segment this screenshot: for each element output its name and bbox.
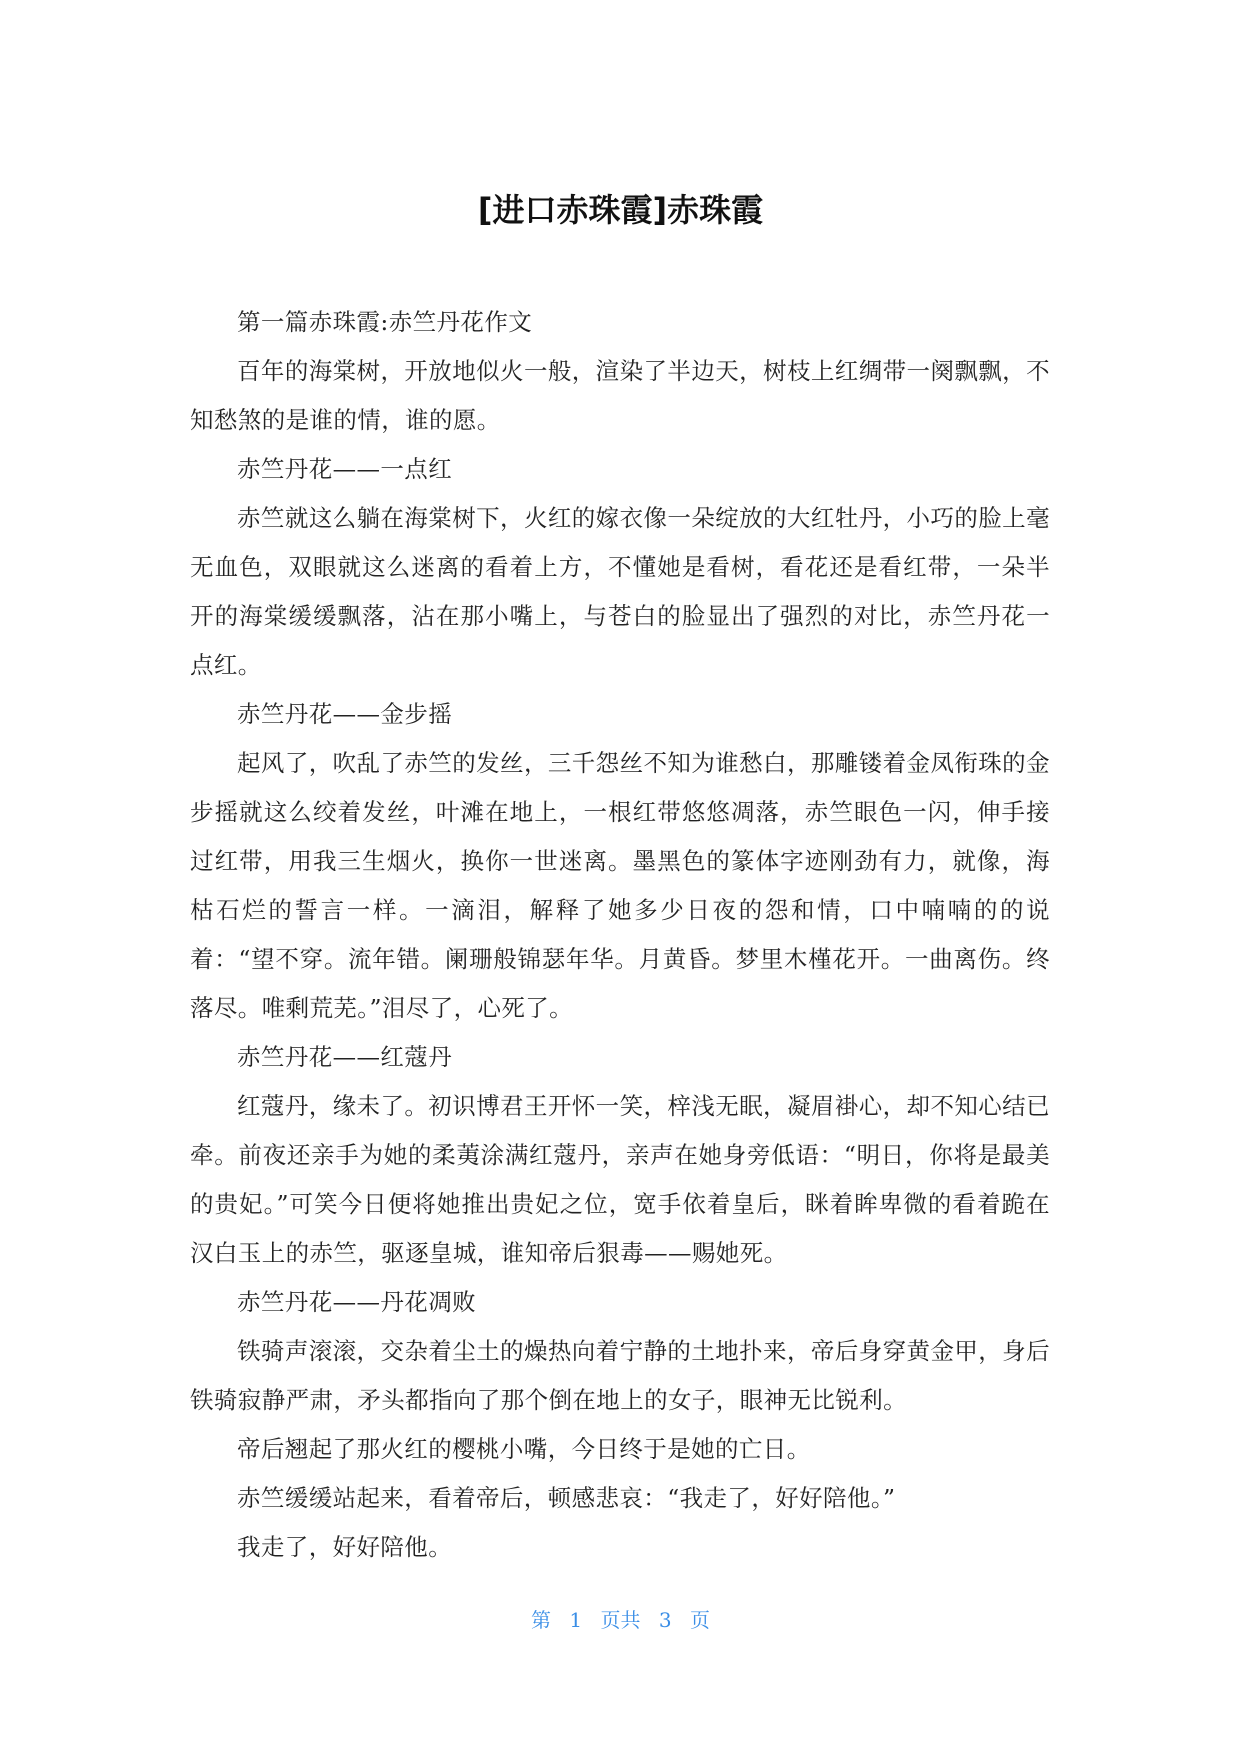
- paragraph-subheading: 赤竺丹花——丹花凋败: [237, 1288, 476, 1316]
- paragraph-subheading: 赤竺丹花——一点红: [237, 455, 453, 483]
- paragraph: 我走了，好好陪他。: [237, 1533, 453, 1561]
- footer-prefix: 第: [531, 1608, 552, 1632]
- paragraph: 百年的海棠树，开放地似火一般，渲染了半边天，树枝上红绸带一阕飘飘，不知愁煞的是谁的情，谁的愿。: [190, 357, 1050, 434]
- footer-middle: 页共: [600, 1608, 641, 1632]
- paragraph-section-heading: 第一篇赤珠霞:赤竺丹花作文: [237, 308, 533, 336]
- paragraph-subheading: 赤竺丹花——金步摇: [237, 700, 453, 728]
- paragraph: 赤竺就这么躺在海棠树下，火红的嫁衣像一朵绽放的大红牡丹，小巧的脸上毫无血色，双眼就这么迷离的看着上方，不懂她是看树，看花还是看红带，一朵半开的海棠缓缓飘落，沾在那小嘴上，与苍白的脸显出了强烈的对比，赤竺丹花一点红。: [190, 504, 1050, 679]
- document-body: [190, 298, 1050, 1572]
- footer-current-page: 1: [569, 1608, 583, 1632]
- page-footer: [0, 1606, 1241, 1634]
- paragraph: 帝后翘起了那火红的樱桃小嘴，今日终于是她的亡日。: [237, 1435, 811, 1463]
- paragraph: 赤竺缓缓站起来，看着帝后，顿感悲哀：“我走了，好好陪他。”: [237, 1484, 896, 1512]
- paragraph: 铁骑声滚滚，交杂着尘土的燥热向着宁静的土地扑来，帝后身穿黄金甲，身后铁骑寂静严肃，矛头都指向了那个倒在地上的女子，眼神无比锐利。: [190, 1337, 1050, 1414]
- paragraph: 红蔻丹，缘未了。初识博君王开怀一笑，梓浅无眠，凝眉褂心，却不知心结已牵。前夜还亲手为她的柔荑涂满红蔻丹，亲声在她身旁低语：“明日，你将是最美的贵妃。”可笑今日便将她推出贵妃之位，宽手依着皇后，眯着眸卑微的看着跪在汉白玉上的赤竺，驱逐皇城，谁知帝后狠毒——赐她死。: [190, 1092, 1050, 1267]
- paragraph: 起风了，吹乱了赤竺的发丝，三千怨丝不知为谁愁白，那雕镂着金凤衔珠的金步摇就这么绞着发丝，叶滩在地上，一根红带悠悠凋落，赤竺眼色一闪，伸手接过红带，用我三生烟火，换你一世迷离。墨黑色的篆体字迹刚劲有力，就像，海枯石烂的誓言一样。一滴泪，解释了她多少日夜的怨和情，口中喃喃的的说着：“望不穿。流年错。阑珊般锦瑟年华。月黄昏。梦里木槿花开。一曲离伤。终落尽。唯剩荒芜。”泪尽了，心死了。: [190, 749, 1050, 1022]
- footer-suffix: 页: [689, 1608, 710, 1632]
- paragraph-subheading: 赤竺丹花——红蔻丹: [237, 1043, 453, 1071]
- document-title: [进口赤珠霞]赤珠霞: [477, 191, 764, 229]
- footer-total-pages: 3: [658, 1608, 672, 1632]
